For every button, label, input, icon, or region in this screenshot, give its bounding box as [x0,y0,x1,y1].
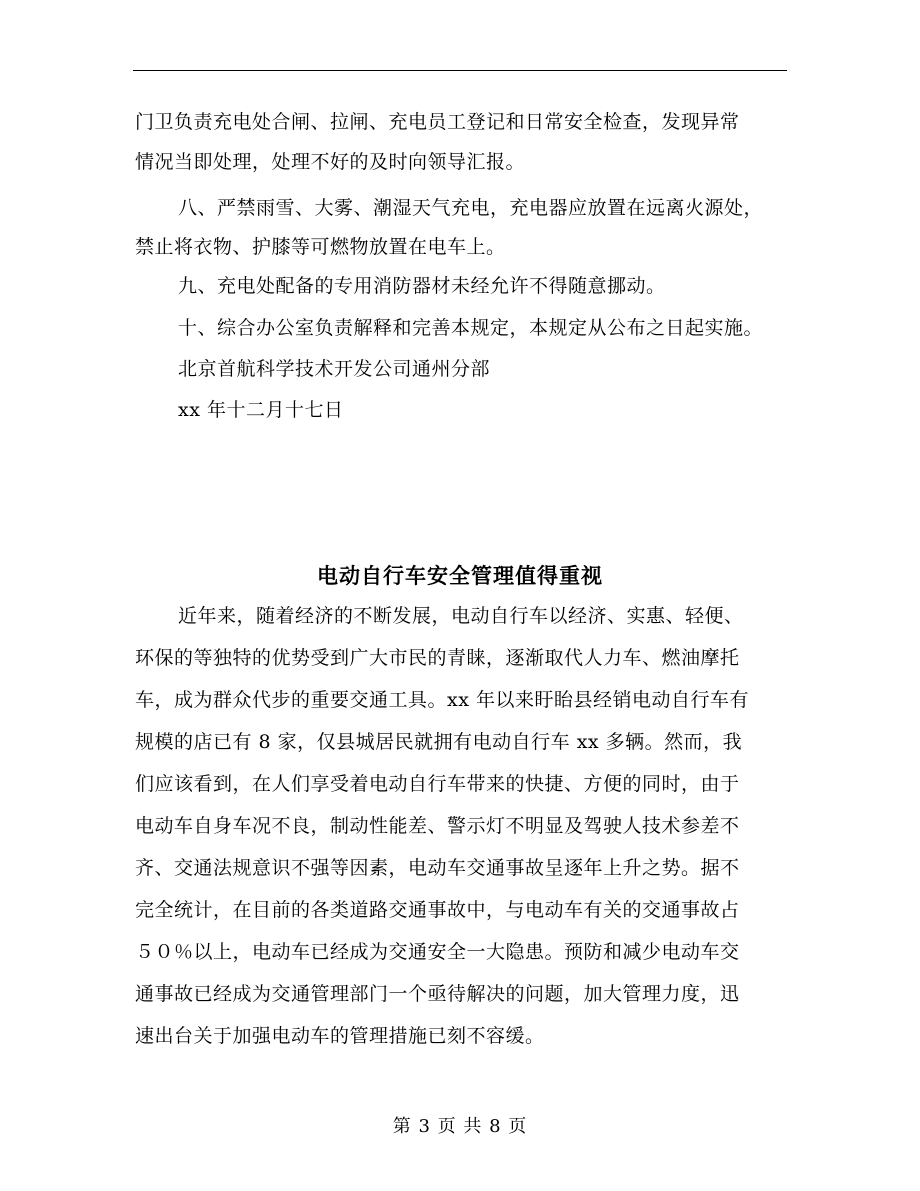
paragraph-line: 九、充电处配备的专用消防器材未经允许不得随意挪动。 [178,275,666,297]
page-number: 第 3 页 共 8 页 [392,1116,528,1137]
paragraph-line: 完全统计，在目前的各类道路交通事故中，与电动车有关的交通事故占 [135,899,740,921]
paragraph-line: 情况当即处理，处理不好的及时向领导汇报。 [135,151,526,173]
paragraph-line: 电动车自身车况不良，制动性能差、警示灯不明显及驾驶人技术参差不 [135,815,740,837]
paragraph-line: 禁止将衣物、护膝等可燃物放置在电车上。 [135,236,506,258]
paragraph-line: 通事故已经成为交通管理部门一个亟待解决的问题，加大管理力度，迅 [135,983,740,1005]
paragraph-line: 齐、交通法规意识不强等因素，电动车交通事故呈逐年上升之势。据不 [135,857,740,879]
paragraph-line: 车，成为群众代步的重要交通工具。xx 年以来盱眙县经销电动自行车有 [135,689,749,711]
paragraph-line: 速出台关于加强电动车的管理措施已刻不容缓。 [135,1025,545,1047]
paragraph-line: 门卫负责充电处合闸、拉闸、充电员工登记和日常安全检查，发现异常 [135,111,740,133]
paragraph-line: 十、综合办公室负责解释和完善本规定，本规定从公布之日起实施。 [178,317,764,339]
paragraph-line: 八、严禁雨雪、大雾、潮湿天气充电，充电器应放置在远离火源处， [178,197,764,219]
signature-organization: 北京首航科学技术开发公司通州分部 [178,358,491,380]
header-rule [133,70,787,71]
article-title: 电动自行车安全管理值得重视 [317,564,603,588]
paragraph-line: 环保的等独特的优势受到广大市民的青睐，逐渐取代人力车、燃油摩托 [135,647,740,669]
paragraph-line: ５０％以上，电动车已经成为交通安全一大隐患。预防和减少电动车交 [135,941,740,963]
paragraph-line: 近年来，随着经济的不断发展，电动自行车以经济、实惠、轻便、 [178,605,744,627]
paragraph-line: 规模的店已有 8 家，仅县城居民就拥有电动自行车 xx 多辆。然而，我 [135,731,743,753]
paragraph-line: 们应该看到，在人们享受着电动自行车带来的快捷、方便的同时，由于 [135,773,740,795]
signature-date: xx 年十二月十七日 [178,399,344,421]
